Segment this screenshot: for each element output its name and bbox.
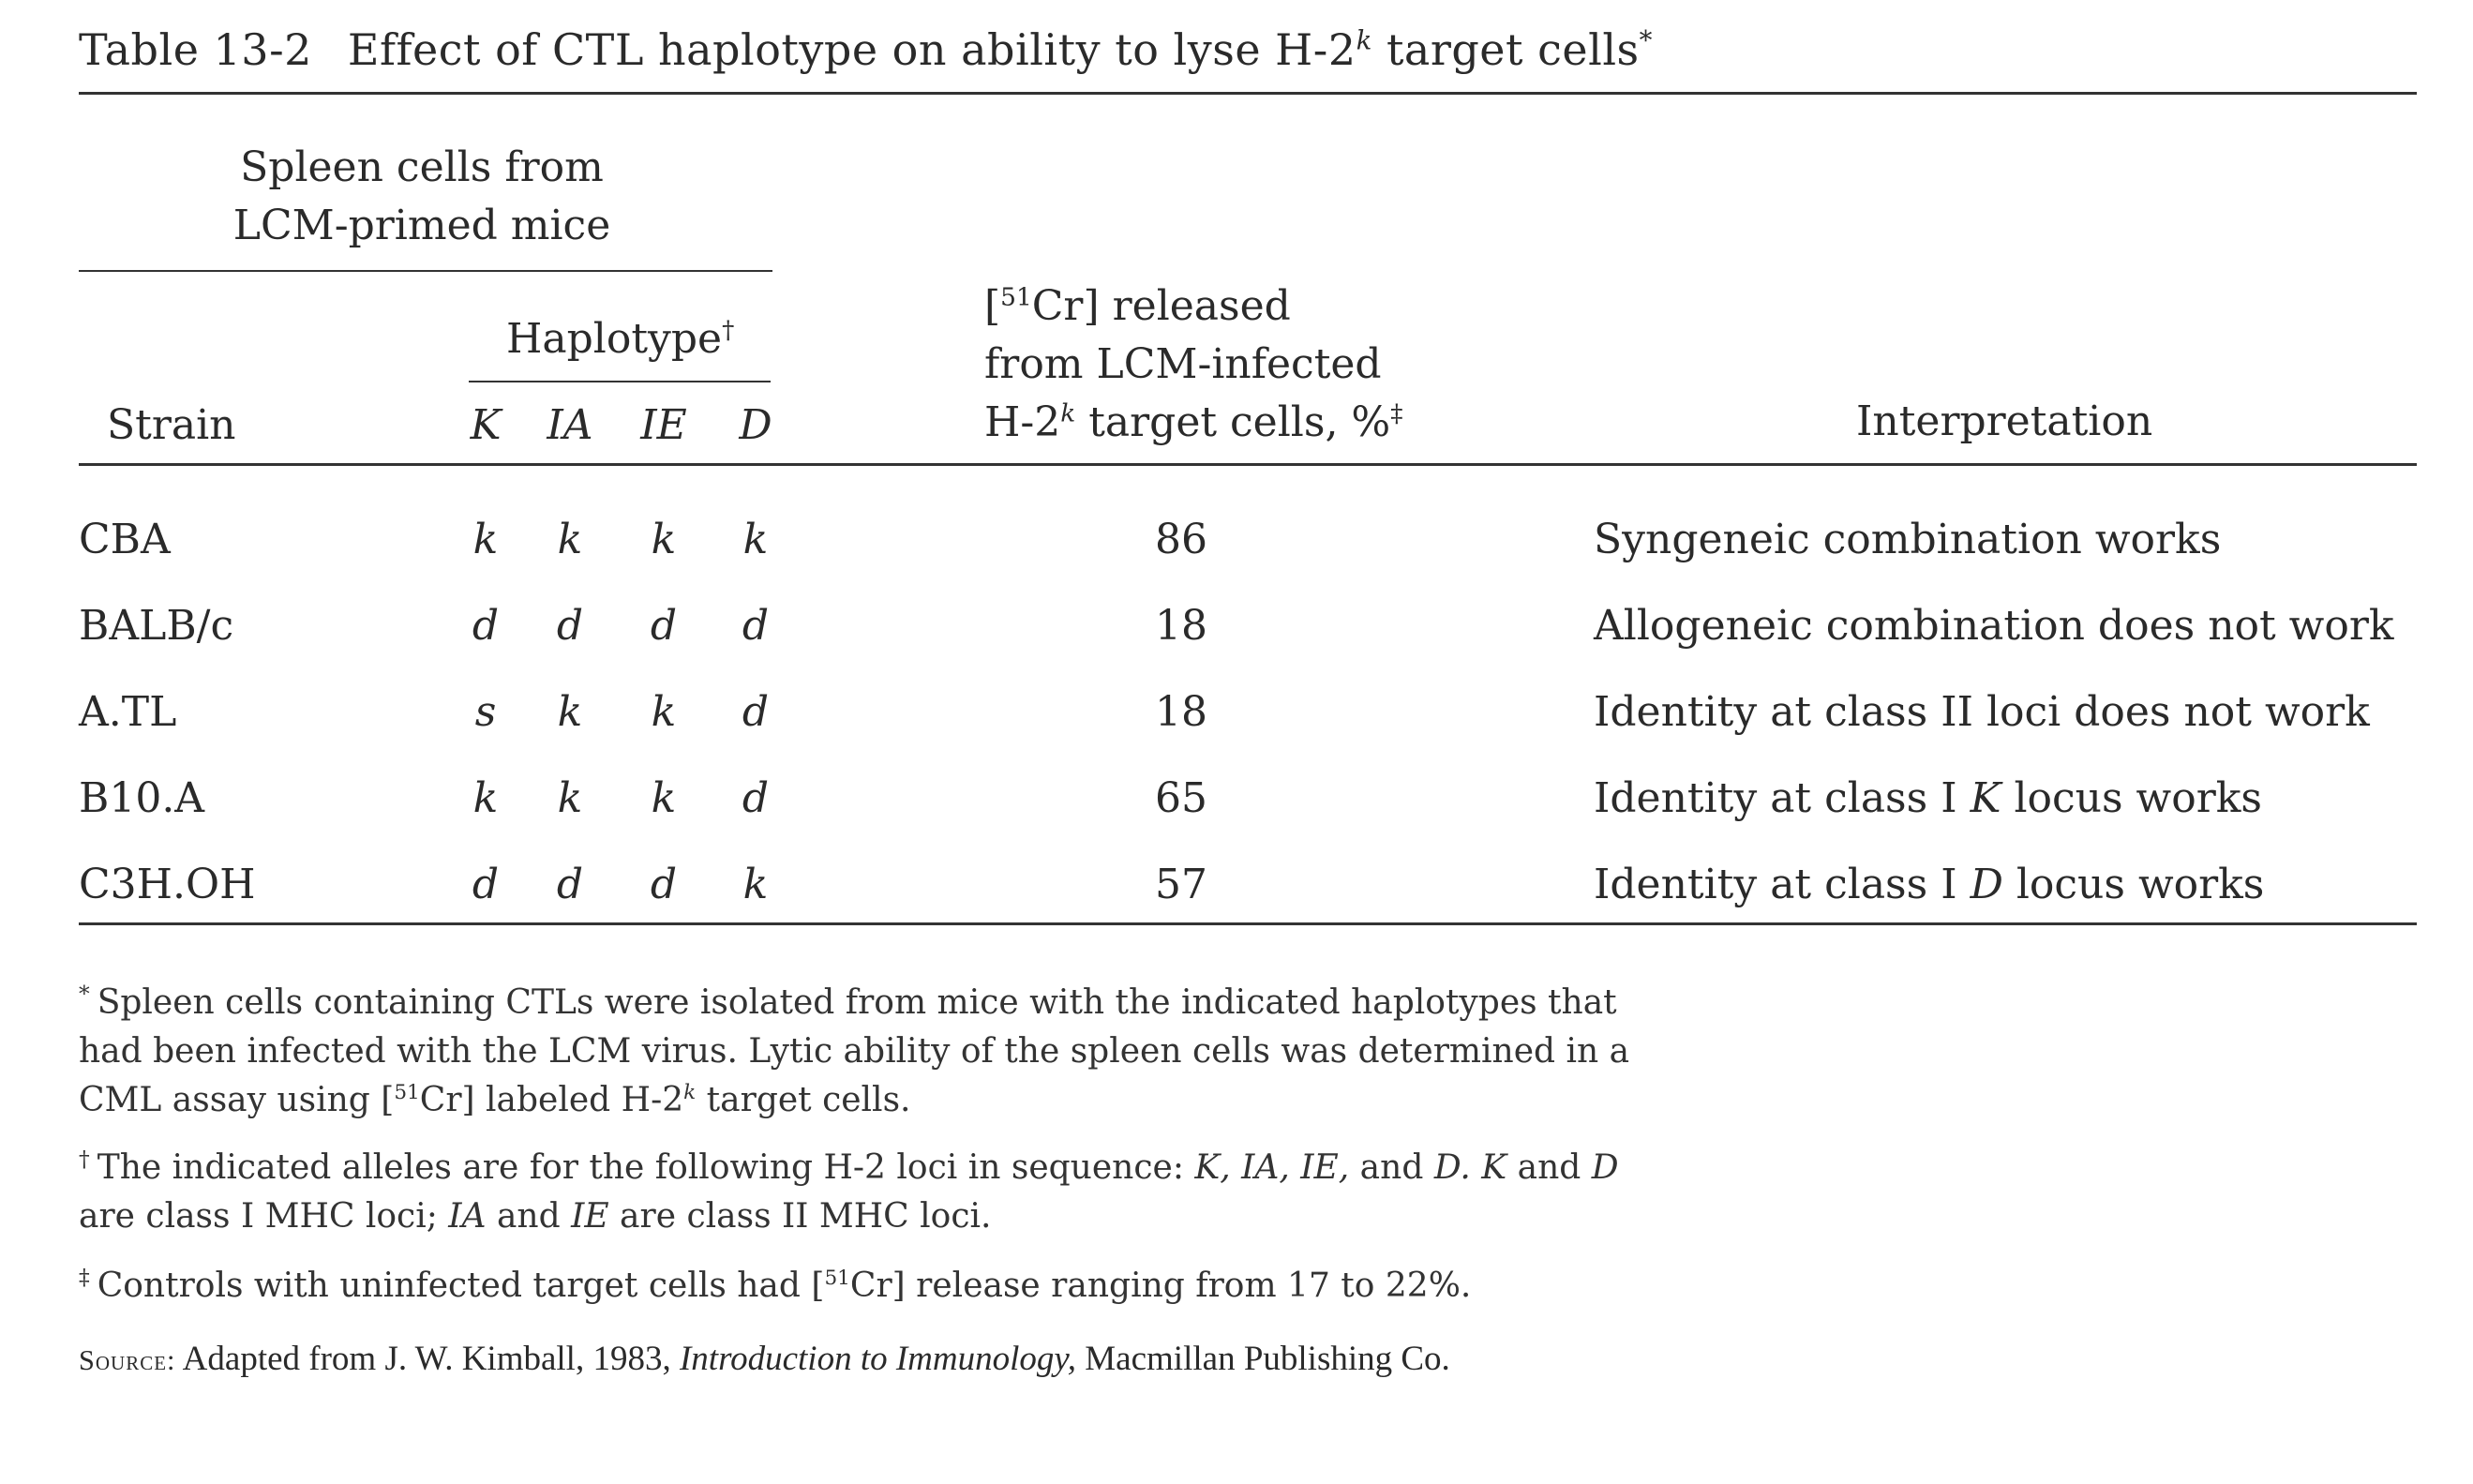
table-row-d: d	[742, 774, 770, 822]
bottom-rule	[79, 922, 2417, 925]
locus-ia-header: IA	[547, 401, 593, 449]
source-line: Source: Adapted from J. W. Kimball, 1983, Introduction to Immunology, Macmillan Publishing Co.	[79, 1340, 1450, 1378]
table-row-ia: d	[556, 602, 584, 650]
locus-k-header: K	[470, 401, 502, 449]
header-rule	[79, 463, 2417, 466]
cr-release-header: [$^{51}$Cr] released from LCM-infected H-2$^k$ target cells, %‡	[984, 282, 1403, 446]
strain-header: Strain	[107, 401, 236, 449]
table-row-ie: k	[651, 774, 677, 822]
table-row-interpretation: Allogeneic combination does not work	[1594, 602, 2394, 650]
group-rule	[79, 270, 772, 272]
title-superscript: k	[1356, 24, 1372, 56]
haplotype-header: Haplotype†	[506, 315, 735, 363]
footnote-double-dagger: ‡ Controls with uninfected target cells had [$^{51}$Cr] release ranging from 17 to 22%.	[79, 1264, 1472, 1305]
table-row-cr: 65	[1155, 774, 1207, 822]
locus-ie-header: IE	[640, 401, 687, 449]
table-row-interpretation: Identity at class II loci does not work	[1594, 688, 2370, 736]
table-row-ia: k	[557, 516, 583, 563]
table-row-ie: k	[651, 516, 677, 563]
table-row-interpretation: Syngeneic combination works	[1594, 516, 2222, 563]
table-row-interpretation: Identity at class I K locus works	[1594, 774, 2262, 822]
table-row-interpretation: Identity at class I D locus works	[1594, 861, 2265, 908]
table-row-ie: d	[650, 602, 678, 650]
table-caption	[79, 24, 1653, 75]
table-row-k: k	[472, 516, 499, 563]
table-row-cr: 57	[1155, 861, 1207, 908]
haplotype-rule	[469, 381, 771, 382]
table-row-ia: k	[557, 774, 583, 822]
interpretation-header: Interpretation	[1856, 397, 2153, 445]
table-row-k: d	[472, 861, 500, 908]
table-title: Effect of CTL haplotype on ability to lyse H-2	[347, 24, 1356, 75]
table-row-d: k	[742, 516, 769, 563]
table-row-strain: B10.A	[79, 774, 205, 822]
table-row-k: k	[472, 774, 499, 822]
table-row-d: d	[742, 602, 770, 650]
group-header-line2: LCM-primed mice	[232, 202, 611, 249]
table-row-strain: C3H.OH	[79, 861, 256, 908]
footnote-asterisk: * Spleen cells containing CTLs were isolated from mice with the indicated haplotypes that had been infected with the LCM virus. Lytic ability of the spleen cells was determined in a CML assay using [$^{51}$Cr] labeled H-2$^k$ target cells.	[79, 981, 1630, 1119]
locus-d-header: D	[739, 401, 772, 449]
table-row-cr: 18	[1155, 688, 1207, 736]
table-title-end: target cells	[1371, 24, 1640, 75]
footnote-dagger: † The indicated alleles are for the following H-2 loci in sequence: K, IA, IE, and D. K and D are class I MHC loci; IA and IE are class II MHC loci.	[79, 1146, 1619, 1236]
top-rule	[79, 92, 2417, 95]
table-row-d: k	[742, 861, 769, 908]
title-footnote-mark: *	[1639, 24, 1653, 56]
table-row-strain: A.TL	[79, 688, 177, 736]
source-book-title: Introduction to Immunology,	[679, 1340, 1077, 1378]
table-row-d: d	[742, 688, 770, 736]
table-row-strain: CBA	[79, 516, 171, 563]
table-row-ie: d	[650, 861, 678, 908]
group-header-line1: Spleen cells from	[240, 143, 604, 191]
table-row-k: s	[474, 688, 497, 736]
spleen-cells-group-header	[169, 139, 675, 255]
table-row-k: d	[472, 602, 500, 650]
table-label: Table 13-2	[79, 24, 312, 75]
table-row-strain: BALB/c	[79, 602, 234, 650]
source-label: Source:	[79, 1344, 176, 1376]
table-row-ie: k	[651, 688, 677, 736]
table-row-cr: 18	[1155, 602, 1207, 650]
table-row-ia: k	[557, 688, 583, 736]
table-row-ia: d	[556, 861, 584, 908]
table-row-cr: 86	[1155, 516, 1207, 563]
